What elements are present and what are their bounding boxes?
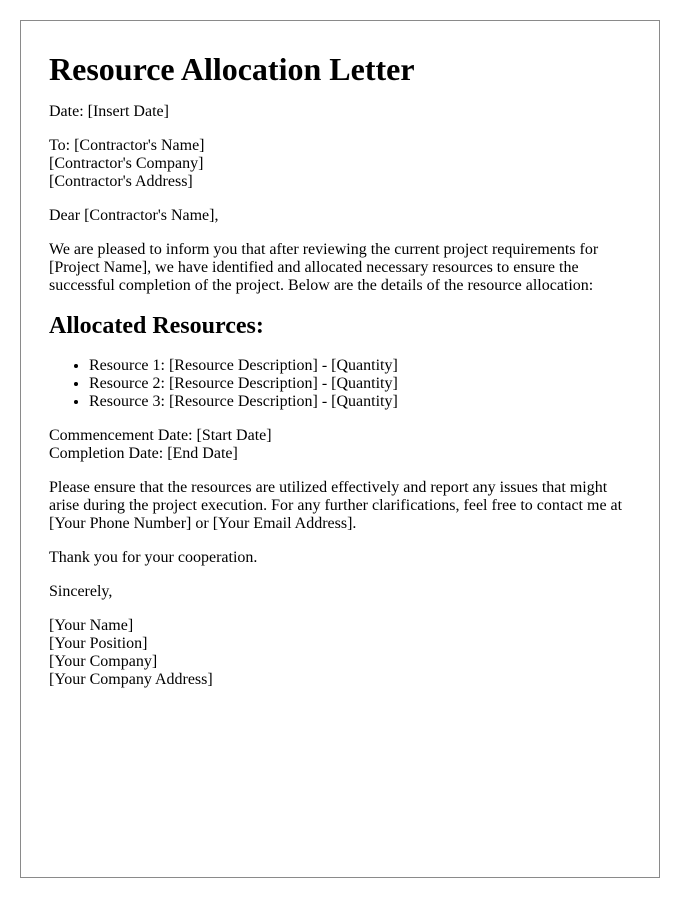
intro-paragraph: We are pleased to inform you that after reviewing the current project requirements for [Project Name], we have identified and allocated necessary resources to ensure the successful completion of the project. Below are the details of the resource allocation: — [49, 241, 599, 294]
signature-position: [Your Position] — [49, 635, 148, 652]
signature-company: [Your Company] — [49, 653, 158, 670]
letter-page — [20, 20, 660, 878]
signature-address: [Your Company Address] — [49, 671, 213, 688]
letter-title: Resource Allocation Letter — [49, 51, 415, 87]
thanks-line: Thank you for your cooperation. — [49, 549, 258, 566]
commencement-date: Commencement Date: [Start Date] — [49, 427, 272, 444]
completion-date: Completion Date: [End Date] — [49, 445, 238, 462]
resources-list — [49, 357, 631, 411]
signature-block — [49, 617, 631, 689]
salutation: Dear [Contractor's Name], — [49, 207, 219, 224]
resource-item: • Resource 2: [Resource Description] - [Quantity] — [89, 375, 631, 393]
recipient-address: [Contractor's Address] — [49, 173, 193, 190]
recipient-to: To: [Contractor's Name] — [49, 137, 205, 154]
request-paragraph: Please ensure that the resources are utilized effectively and report any issues that might arise during the project execution. For any further clarifications, feel free to contact me at [Your Phone Number] or [Your Email Address]. — [49, 479, 623, 532]
resource-item: • Resource 3: [Resource Description] - [Quantity] — [89, 393, 631, 411]
resource-item: • Resource 1: [Resource Description] - [Quantity] — [89, 357, 631, 375]
recipient-block — [49, 137, 631, 191]
date-line: Date: [Insert Date] — [49, 103, 169, 120]
closing-line: Sincerely, — [49, 583, 113, 600]
recipient-company: [Contractor's Company] — [49, 155, 204, 172]
signature-name: [Your Name] — [49, 617, 134, 634]
resources-heading: Allocated Resources: — [49, 313, 264, 339]
dates-block — [49, 427, 631, 463]
